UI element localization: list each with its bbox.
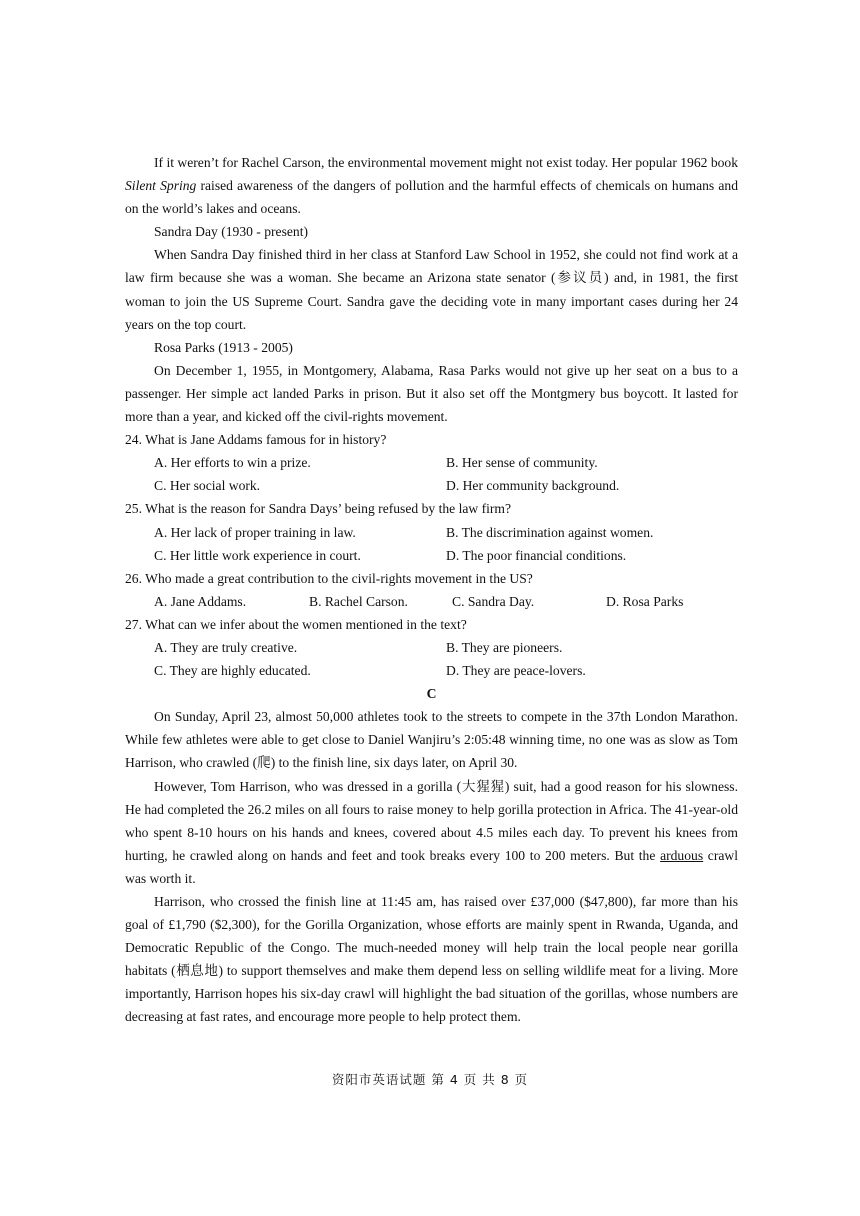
option-d: D. The poor financial conditions. xyxy=(446,547,627,563)
question-24-options-row-2 xyxy=(125,474,738,497)
option-b: B. They are pioneers. xyxy=(446,639,563,655)
question-24: 24. What is Jane Addams famous for in history? xyxy=(125,432,387,448)
option-d: D. They are peace-lovers. xyxy=(446,663,586,679)
carson-text-1: If it weren’t for Rachel Carson, the environmental movement might not exist today. Her popular 1962 book xyxy=(154,155,739,170)
question-25-options-row-1 xyxy=(125,521,738,544)
p2-text-2: crawl was worth it. xyxy=(125,847,738,886)
option-d: D. Rosa Parks xyxy=(606,593,684,609)
option-c: C. They are highly educated. xyxy=(154,663,311,679)
option-c: C. Her little work experience in court. xyxy=(154,547,361,563)
passage-c-paragraph-3: Harrison, who crossed the finish line at 11:45 am, has raised over £37,000 ($47,800), far more than his goal of £1,790 ($2,300), for the Gorilla Organization, whose efforts are mainly spent in Rwanda, Uganda, and Democratic Republic of the Congo. The much-needed money will help train the local people near gorilla habitats (栖息地) to support themselves and make them depend less on selling wildlife meat for a living. More importantly, Harrison hopes his six-day crawl will highlight the bad situation of the gorillas, whose numbers are decreasing at fast rates, and encourage more people to help protect them. xyxy=(125,894,738,1025)
option-a: A. Jane Addams. xyxy=(154,593,247,609)
question-27-options-row-1 xyxy=(125,636,738,659)
sandra-day-heading: Sandra Day (1930 - present) xyxy=(154,224,309,240)
question-26-options-row xyxy=(125,590,738,613)
passage-c-paragraph-2 xyxy=(125,775,738,890)
book-title: Silent Spring xyxy=(125,178,197,194)
question-24-options-row-1 xyxy=(125,451,738,474)
question-27: 27. What can we infer about the women mentioned in the text? xyxy=(125,616,467,632)
question-26: 26. Who made a great contribution to the civil-rights movement in the US? xyxy=(125,570,533,586)
sandra-day-paragraph: When Sandra Day finished third in her class at Stanford Law School in 1952, she could not find work at a law firm because she was a woman. She became an Arizona state senator (参议员) and, in 1981, the first woman to join the US Supreme Court. Sandra gave the deciding vote in many important cases during her 24 years on the top court. xyxy=(125,247,738,332)
option-a: A. They are truly creative. xyxy=(154,639,298,655)
carson-text-2: raised awareness of the dangers of pollution and the harmful effects of chemicals on humans and on the world’s lakes and oceans. xyxy=(125,178,738,217)
option-b: B. Rachel Carson. xyxy=(309,593,408,609)
option-a: A. Her lack of proper training in law. xyxy=(154,524,356,540)
page-content xyxy=(125,151,738,1029)
question-25-options-row-2 xyxy=(125,544,738,567)
question-27-options-row-2 xyxy=(125,659,738,682)
page-footer: 资阳市英语试题 第 4 页 共 8 页 xyxy=(331,1072,529,1087)
rosa-parks-paragraph: On December 1, 1955, in Montgomery, Alabama, Rasa Parks would not give up her seat on a bus to a passenger. Her simple act landed Parks in prison. But it also set off the Montgmery bus boycott. It lasted for more than a year, and kicked off the civil-rights movement. xyxy=(125,362,738,425)
question-25: 25. What is the reason for Sandra Days’ being refused by the law firm? xyxy=(125,501,512,517)
underlined-word: arduous xyxy=(660,847,704,863)
option-d: D. Her community background. xyxy=(446,478,620,494)
option-b: B. Her sense of community. xyxy=(446,455,598,471)
rosa-parks-heading: Rosa Parks (1913 - 2005) xyxy=(154,339,293,355)
section-c-heading: C xyxy=(426,686,437,702)
option-b: B. The discrimination against women. xyxy=(446,524,654,540)
option-c: C. Sandra Day. xyxy=(452,593,535,609)
option-a: A. Her efforts to win a prize. xyxy=(154,455,311,471)
option-c: C. Her social work. xyxy=(154,478,261,494)
carson-paragraph xyxy=(125,151,738,220)
passage-c-paragraph-1: On Sunday, April 23, almost 50,000 athletes took to the streets to compete in the 37th London Marathon. While few athletes were able to get close to Daniel Wanjiru’s 2:05:48 winning time, no one was as slow as Tom Harrison, who crawled (爬) to the finish line, six days later, on April 30. xyxy=(125,709,738,771)
p2-text-1: However, Tom Harrison, who was dressed in a gorilla (大猩猩) suit, had a good reason for his slowness. He had completed the 26.2 miles on all fours to raise money to help gorilla protection in Africa. The 41-year-old who spent 8-10 hours on his hands and knees, covered about 4.5 miles each day. To prevent his knees from hurting, he crawled along on hands and feet and took breaks every 100 to 200 meters. But the xyxy=(125,778,738,863)
